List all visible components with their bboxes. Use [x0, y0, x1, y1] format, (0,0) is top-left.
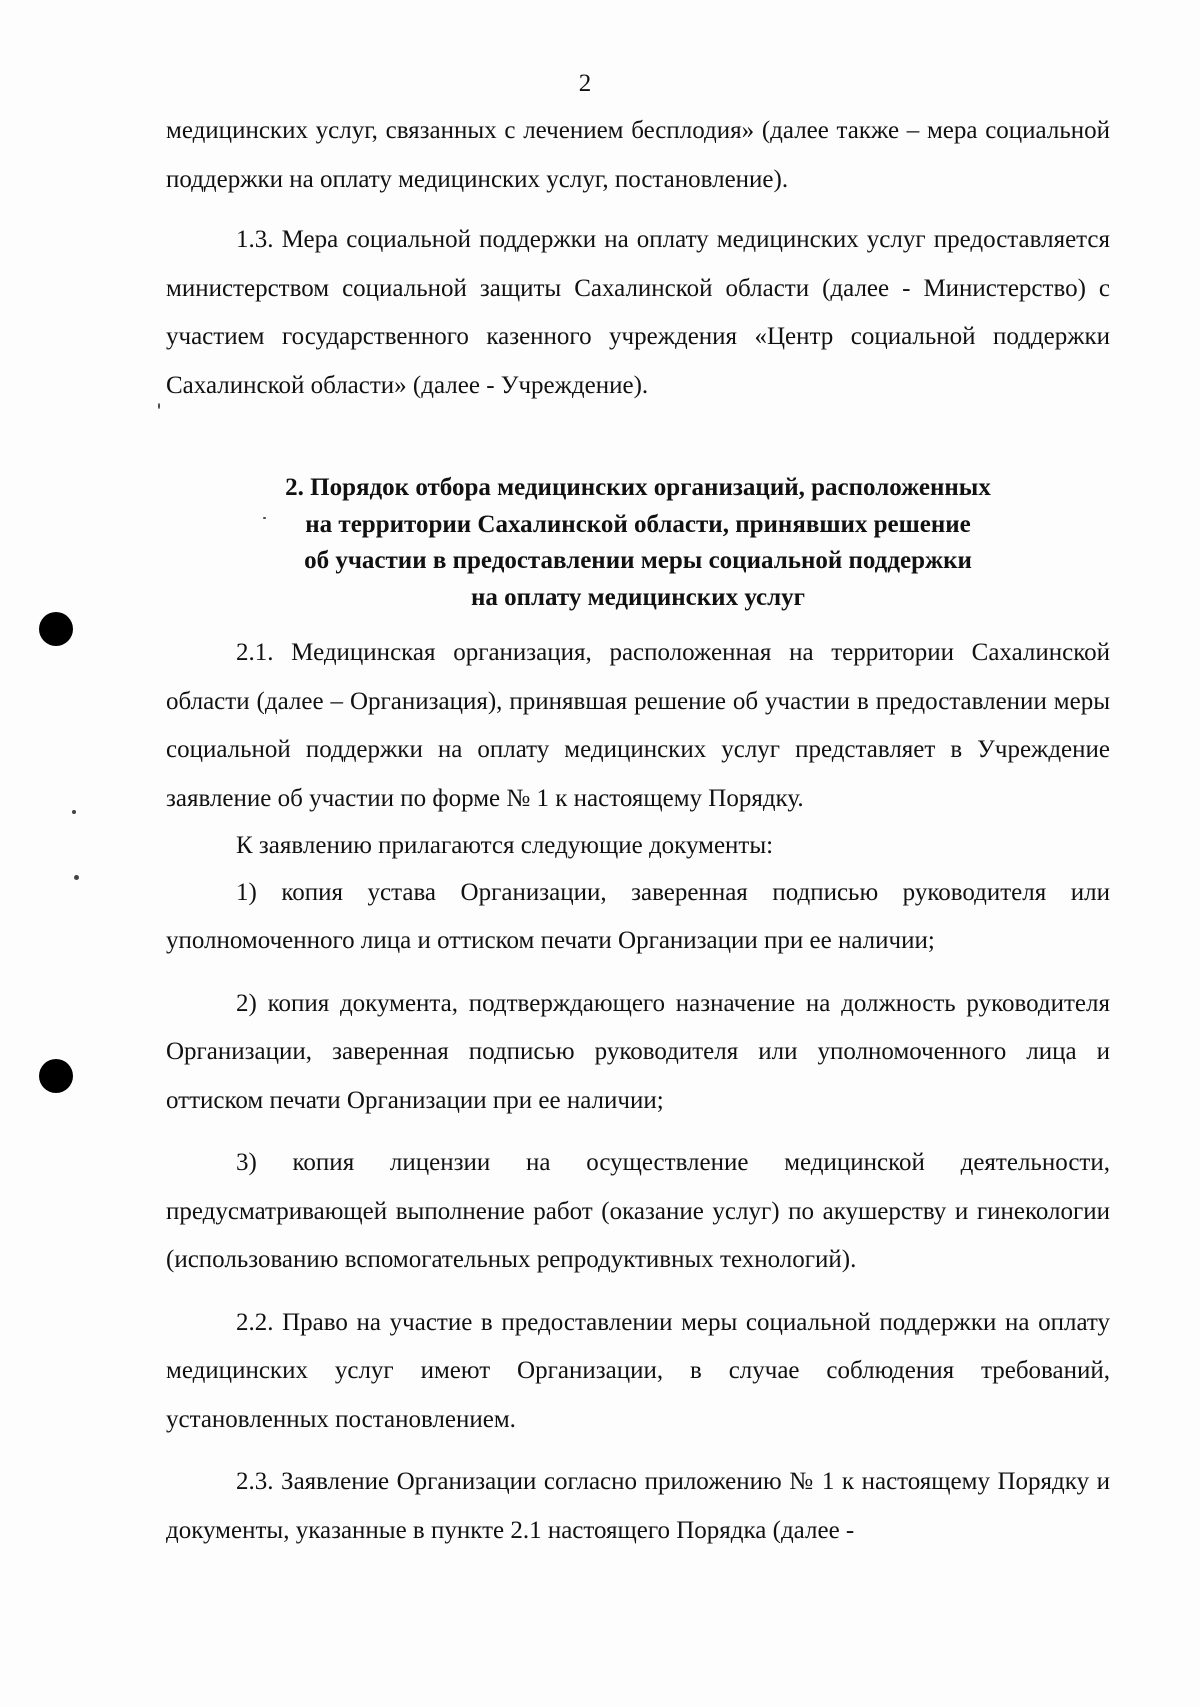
punch-hole-mark — [39, 612, 73, 646]
attachment-item-3: 3) копия лицензии на осуществление медицинской деятельности, предусматривающей выполнение работ (оказание услуг) по акушерству и гинекологии (использованию вспомогательных репродуктивных технологий). — [166, 1149, 1110, 1273]
top-section — [166, 107, 1110, 410]
continuation-paragraph: медицинских услуг, связанных с лечением бесплодия» (далее также – мера социальной поддержки на оплату медицинских услуг, постановление). — [166, 117, 1110, 193]
scan-speck — [74, 875, 79, 880]
section-heading — [166, 470, 1110, 616]
page-number: 2 — [578, 70, 592, 97]
clause-2-1: 2.1. Медицинская организация, расположенная на территории Сахалинской области (далее – Организация), принявшая решение об участии в предоставлении меры социальной поддержки на оплату медицинских услуг представляет в Учреждение заявление об участии по форме № 1 к настоящему Порядку. — [166, 639, 1110, 812]
attachments-intro: К заявлению прилагаются следующие документы: — [236, 832, 774, 859]
scan-speck — [263, 517, 266, 519]
heading-line-1: 2. Порядок отбора медицинских организаций, расположенных — [285, 474, 991, 501]
clause-2-3: 2.3. Заявление Организации согласно приложению № 1 к настоящему Порядку и документы, указанные в пункте 2.1 настоящего Порядка (далее - — [166, 1468, 1110, 1544]
scan-speck — [158, 403, 160, 409]
clause-1-3: 1.3. Мера социальной поддержки на оплату медицинских услуг предоставляется министерством социальной защиты Сахалинской области (далее - Министерство) с участием государственного казенного учреждения «Центр социальной поддержки Сахалинской области» (далее - Учреждение). — [166, 226, 1110, 399]
heading-line-2: на территории Сахалинской области, принявших решение — [305, 510, 971, 538]
scan-speck — [72, 810, 76, 814]
clause-2-2: 2.2. Право на участие в предоставлении меры социальной поддержки на оплату медицинских услуг имеют Организации, в случае соблюдения требований, установленных постановлением. — [166, 1308, 1110, 1433]
main-section — [166, 629, 1110, 1555]
heading-line-4: на оплату медицинских услуг — [470, 583, 806, 611]
attachment-item-1: 1) копия устава Организации, заверенная подписью руководителя или уполномоченного лица и оттиском печати Организации при ее наличии; — [166, 878, 1110, 954]
heading-line-3: об участии в предоставлении меры социальной поддержки — [304, 547, 972, 574]
punch-hole-mark — [39, 1059, 73, 1093]
attachment-item-2: 2) копия документа, подтверждающего назначение на должность руководителя Организации, заверенная подписью руководителя или уполномоченного лица и оттиском печати Организации при ее наличии; — [166, 989, 1110, 1114]
